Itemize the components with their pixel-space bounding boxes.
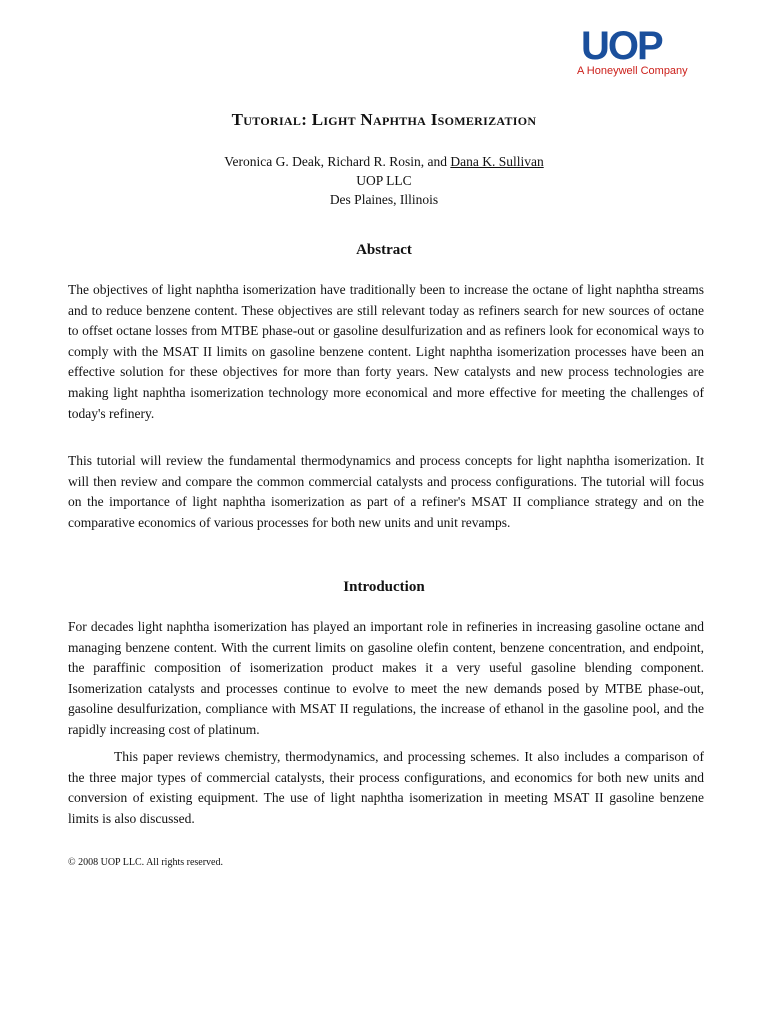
abstract-paragraph-2: This tutorial will review the fundamental thermodynamics and process concepts for light naphtha isomerization. It will then review and compare the common commercial catalysts and process configurations. The tutorial will focus on the importance of light naphtha isomerization as part of a refiner's MSAT II compliance strategy and on the comparative economics of various processes for both new units and unit revamps.	[68, 453, 704, 530]
paper-title: Tutorial: Light Naphtha Isomerization	[231, 110, 537, 129]
uop-logo	[577, 26, 707, 82]
introduction-heading: Introduction	[343, 579, 425, 595]
introduction-paragraph-1: For decades light naphtha isomerization has played an important role in refineries in increasing gasoline octane and managing benzene content. With the current limits on gasoline olefin content, benzene concentration, and endpoint, the paraffinic composition of isomerization product makes it a very useful gasoline blending component. Isomerization catalysts and processes continue to evolve to meet the new demands posed by MTBE phase-out, gasoline desulfurization, compliance with MSAT II regulations, the increase of ethanol in the gasoline pool, and the rapidly increasing cost of platinum.	[68, 619, 704, 737]
author-names	[0, 152, 768, 171]
abstract-heading: Abstract	[356, 242, 412, 258]
uop-logo-mark: UOP	[581, 24, 662, 68]
introduction-paragraph-2: This paper reviews chemistry, thermodynamics, and processing schemes. It also includes a comparison of the three major types of commercial catalysts, their process configurations, and economics for both new units and conversion of existing equipment. The use of light naphtha isomerization in meeting MSAT II gasoline benzene limits is also discussed.	[68, 749, 704, 826]
author-name-underlined: Dana K. Sullivan	[450, 154, 544, 169]
uop-logo-tagline: A Honeywell Company	[577, 65, 688, 77]
author-affiliation: UOP LLC	[356, 173, 412, 188]
author-location: Des Plaines, Illinois	[329, 192, 439, 207]
author-block	[0, 152, 768, 209]
copyright-notice: © 2008 UOP LLC. All rights reserved.	[68, 857, 223, 868]
author-names-prefix: Veronica G. Deak, Richard R. Rosin, and	[224, 154, 451, 169]
abstract-paragraph-1: The objectives of light naphtha isomerization have traditionally been to increase the octane of light naphtha streams and to reduce benzene content. These objectives are still relevant today as refiners search for new sources of octane to offset octane losses from MTBE phase-out or gasoline desulfurization and as refiners look for economical ways to comply with the MSAT II limits on gasoline benzene content. Light naphtha isomerization processes have been an effective solution for these objectives for more than forty years. New catalysts and new process technologies are making light naphtha isomerization technology more economical and more effective for meeting the challenges of today's refinery.	[68, 282, 704, 421]
